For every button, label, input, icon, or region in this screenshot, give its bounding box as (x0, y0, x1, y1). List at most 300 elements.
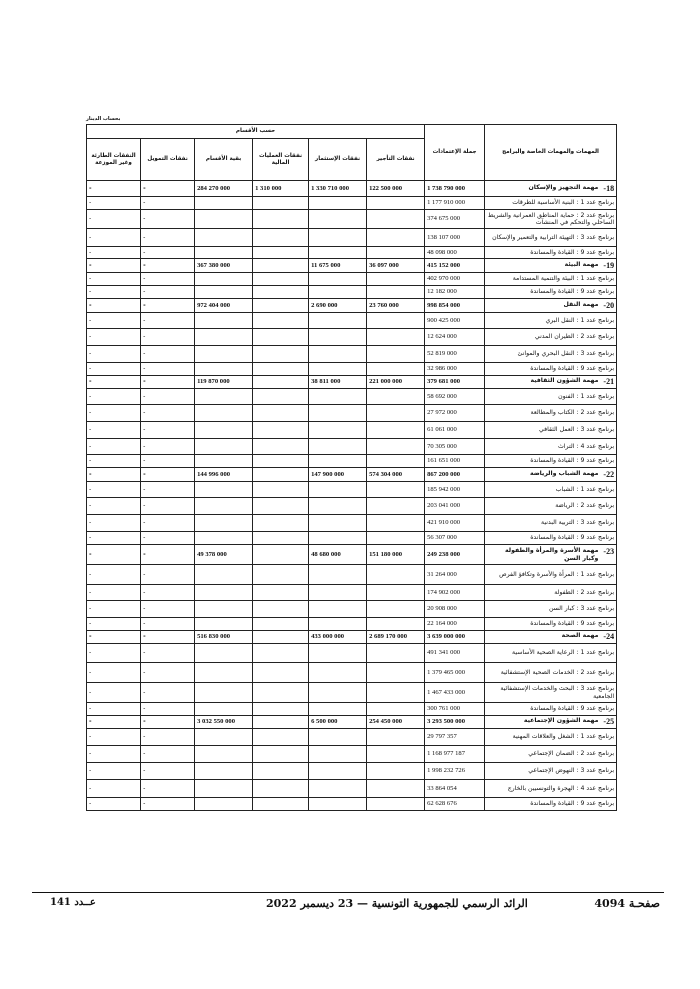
section-cell: 48 680 000 (309, 545, 367, 565)
section-cell (367, 618, 425, 631)
total-cell: 415 152 000 (425, 259, 485, 273)
section-cell: - (87, 363, 141, 376)
section-cell (309, 273, 367, 286)
section-cell: 151 180 000 (367, 545, 425, 565)
section-cell (253, 405, 309, 422)
section-cell (253, 798, 309, 811)
section-cell (195, 210, 253, 229)
program-label (485, 439, 617, 455)
mission-label (485, 181, 617, 197)
section-cell: 3 032 550 000 (195, 716, 253, 729)
program-row (87, 780, 617, 798)
mission-row (87, 631, 617, 644)
row-label-text: مهمة الشباب والرياضة (529, 469, 599, 477)
row-label-text: برنامج عدد 1 : البنية الأساسية للطرقات (512, 199, 615, 207)
row-label-text: برنامج عدد 3 : التربية البدنية (541, 519, 615, 527)
section-cell: - (87, 389, 141, 405)
section-cell (309, 313, 367, 329)
section-cell: - (141, 439, 195, 455)
section-cell (195, 197, 253, 210)
section-cell: 122 500 000 (367, 181, 425, 197)
row-label-text: برنامج عدد 9 : القيادة والمساندة (530, 620, 615, 628)
section-cell (253, 363, 309, 376)
section-cell (253, 618, 309, 631)
section-cell: - (141, 313, 195, 329)
row-label-text: مهمة الشؤون الإجتماعية (523, 717, 599, 725)
total-cell: 1 738 790 000 (425, 181, 485, 197)
row-label-text: برنامج عدد 1 : النقل البري (545, 316, 615, 324)
section-cell: - (141, 455, 195, 468)
section-cell (253, 455, 309, 468)
header-financial-ops: نفقات العمليات المالية (253, 139, 309, 181)
total-cell: 70 305 000 (425, 439, 485, 455)
section-cell: - (87, 498, 141, 515)
row-label-text: برنامج عدد 1 : الشغل والعلاقات المهنية (512, 733, 615, 741)
section-cell (367, 389, 425, 405)
program-label (485, 683, 617, 703)
section-cell: - (141, 286, 195, 299)
section-cell: - (141, 422, 195, 439)
section-cell (253, 313, 309, 329)
total-cell: 1 379 465 000 (425, 663, 485, 683)
section-cell: - (141, 663, 195, 683)
program-row (87, 618, 617, 631)
section-cell: - (141, 683, 195, 703)
program-label (485, 618, 617, 631)
section-cell (253, 498, 309, 515)
section-cell (195, 229, 253, 247)
section-cell (195, 405, 253, 422)
section-cell (367, 422, 425, 439)
section-cell: - (141, 780, 195, 798)
section-cell: - (87, 313, 141, 329)
header-by-section: حسب الأقسام (87, 125, 425, 139)
row-label-text: برنامج عدد 3 : العمل الثقافي (539, 426, 615, 434)
section-cell (195, 746, 253, 763)
section-cell: - (87, 346, 141, 363)
program-label (485, 363, 617, 376)
program-label (485, 663, 617, 683)
section-cell (309, 346, 367, 363)
section-cell (367, 729, 425, 746)
section-cell (309, 746, 367, 763)
row-label-text: برنامج عدد 9 : القيادة والمساندة (530, 457, 615, 465)
program-label (485, 498, 617, 515)
section-cell: 433 000 000 (309, 631, 367, 644)
section-cell (367, 286, 425, 299)
header-operating: نفقات التأجير (367, 139, 425, 181)
section-cell: - (141, 729, 195, 746)
section-cell: - (141, 229, 195, 247)
section-cell: - (87, 746, 141, 763)
section-cell (367, 780, 425, 798)
section-cell: 1 330 710 000 (309, 181, 367, 197)
header-unforeseen: النفقات الطارئة وغير الموزعة (87, 139, 141, 181)
section-cell (309, 585, 367, 601)
mission-number: 19- (603, 260, 615, 270)
section-cell (195, 798, 253, 811)
section-cell (195, 780, 253, 798)
row-label-text: برنامج عدد 3 : التهيئة الترابية والتعمير والإسكان (492, 233, 615, 241)
row-label-text: مهمة التجهيز والإسكان (528, 183, 599, 191)
row-label-text: برنامج عدد 3 : النهوض الإجتماعي (528, 767, 615, 775)
row-label-text: برنامج عدد 2 : الكتاب والمطالعة (530, 409, 615, 417)
section-cell (195, 247, 253, 259)
section-cell: - (141, 746, 195, 763)
program-label (485, 210, 617, 229)
section-cell: - (141, 703, 195, 716)
section-cell: 1 310 000 (253, 181, 309, 197)
section-cell: - (87, 329, 141, 346)
section-cell (195, 729, 253, 746)
budget-table (86, 124, 617, 811)
section-cell: - (141, 363, 195, 376)
program-label (485, 644, 617, 663)
program-row (87, 389, 617, 405)
mission-label (485, 468, 617, 482)
total-cell: 1 177 910 000 (425, 197, 485, 210)
section-cell: - (87, 482, 141, 498)
section-cell (309, 618, 367, 631)
page-footer (36, 897, 660, 917)
section-cell: - (87, 729, 141, 746)
header-programs: المهمات والمهمات الخاصة والبرامج (485, 125, 617, 181)
section-cell (367, 329, 425, 346)
section-cell (253, 565, 309, 585)
row-label-text: برنامج عدد 9 : القيادة والمساندة (530, 288, 615, 296)
section-cell (367, 455, 425, 468)
mission-row (87, 181, 617, 197)
section-cell (195, 422, 253, 439)
total-cell: 33 864 054 (425, 780, 485, 798)
section-cell: - (87, 286, 141, 299)
row-label-text: برنامج عدد 9 : القيادة والمساندة (530, 800, 615, 808)
section-cell (195, 273, 253, 286)
section-cell (253, 703, 309, 716)
total-cell: 249 238 000 (425, 545, 485, 565)
section-cell (195, 601, 253, 618)
section-cell: 221 000 000 (367, 376, 425, 389)
section-cell (367, 273, 425, 286)
row-label-text: مهمة البيئة (564, 260, 599, 268)
program-row (87, 532, 617, 545)
section-cell (309, 498, 367, 515)
section-cell: - (87, 455, 141, 468)
section-cell (253, 683, 309, 703)
total-cell: 20 908 000 (425, 601, 485, 618)
section-cell (309, 247, 367, 259)
section-cell (367, 197, 425, 210)
section-cell (367, 703, 425, 716)
total-cell: 31 264 000 (425, 565, 485, 585)
program-row (87, 498, 617, 515)
section-cell (309, 422, 367, 439)
footer-rule (32, 892, 664, 893)
row-label-text: برنامج عدد 2 : الرياضة (555, 502, 615, 510)
section-cell: 254 450 000 (367, 716, 425, 729)
section-cell (195, 585, 253, 601)
total-cell: 300 761 000 (425, 703, 485, 716)
program-label (485, 729, 617, 746)
section-cell (367, 247, 425, 259)
section-cell (253, 376, 309, 389)
mission-row (87, 716, 617, 729)
mission-row (87, 299, 617, 313)
mission-label (485, 376, 617, 389)
section-cell: 11 675 000 (309, 259, 367, 273)
program-row (87, 746, 617, 763)
section-cell: - (87, 585, 141, 601)
section-cell: 49 378 000 (195, 545, 253, 565)
program-label (485, 763, 617, 780)
section-cell (195, 389, 253, 405)
unit-note: بحساب الدينار (86, 116, 121, 122)
section-cell (309, 763, 367, 780)
program-row (87, 422, 617, 439)
mission-number: 18- (603, 183, 615, 193)
row-label-text: برنامج عدد 9 : القيادة والمساندة (530, 534, 615, 542)
section-cell (195, 329, 253, 346)
row-label-text: مهمة الأسرة والمرأة والطفولة وكبار السن (505, 547, 599, 562)
program-row (87, 585, 617, 601)
section-cell (367, 601, 425, 618)
row-label-text: برنامج عدد 3 : كبار السن (548, 605, 615, 613)
program-label (485, 229, 617, 247)
section-cell: 119 870 000 (195, 376, 253, 389)
section-cell (195, 703, 253, 716)
section-cell: - (87, 703, 141, 716)
mission-number: 21- (603, 377, 615, 387)
row-label-text: برنامج عدد 2 : الطفولة (554, 588, 615, 596)
program-label (485, 329, 617, 346)
mission-number: 20- (603, 300, 615, 310)
program-row (87, 405, 617, 422)
section-cell: 516 830 000 (195, 631, 253, 644)
section-cell: - (87, 601, 141, 618)
total-cell: 12 182 000 (425, 286, 485, 299)
program-label (485, 601, 617, 618)
mission-label (485, 716, 617, 729)
total-cell: 52 819 000 (425, 346, 485, 363)
section-cell (309, 389, 367, 405)
mission-label (485, 545, 617, 565)
total-cell: 421 910 000 (425, 515, 485, 532)
section-cell (367, 798, 425, 811)
section-cell (253, 286, 309, 299)
total-cell: 138 107 000 (425, 229, 485, 247)
section-cell (309, 363, 367, 376)
section-cell (309, 601, 367, 618)
program-row (87, 439, 617, 455)
section-cell (309, 482, 367, 498)
section-cell: - (87, 299, 141, 313)
section-cell: - (141, 798, 195, 811)
section-cell (309, 210, 367, 229)
program-row (87, 482, 617, 498)
section-cell: - (141, 405, 195, 422)
mission-label (485, 631, 617, 644)
header-intervention: نفقات الإستثمار (309, 139, 367, 181)
section-cell: 2 690 000 (309, 299, 367, 313)
program-label (485, 565, 617, 585)
total-cell: 491 341 000 (425, 644, 485, 663)
section-cell (309, 515, 367, 532)
program-row (87, 703, 617, 716)
header-financing: نفقات التمويل (141, 139, 195, 181)
section-cell (195, 515, 253, 532)
section-cell (367, 346, 425, 363)
total-cell: 32 986 000 (425, 363, 485, 376)
program-label (485, 273, 617, 286)
program-label (485, 515, 617, 532)
section-cell: - (87, 405, 141, 422)
section-cell: 284 270 000 (195, 181, 253, 197)
section-cell: - (87, 229, 141, 247)
section-cell (309, 329, 367, 346)
total-cell: 29 797 357 (425, 729, 485, 746)
section-cell: - (141, 763, 195, 780)
total-cell: 12 624 000 (425, 329, 485, 346)
section-cell: - (141, 181, 195, 197)
section-cell (195, 482, 253, 498)
section-cell (195, 346, 253, 363)
section-cell (367, 644, 425, 663)
section-cell: - (141, 210, 195, 229)
row-label-text: برنامج عدد 1 : الرعاية الصحية الأساسية (512, 649, 615, 657)
section-cell: - (141, 376, 195, 389)
program-row (87, 313, 617, 329)
section-cell: - (141, 515, 195, 532)
program-row (87, 515, 617, 532)
total-cell: 998 854 000 (425, 299, 485, 313)
section-cell (367, 313, 425, 329)
section-cell: - (141, 299, 195, 313)
section-cell (367, 515, 425, 532)
program-row (87, 210, 617, 229)
section-cell (195, 663, 253, 683)
program-row (87, 247, 617, 259)
total-cell: 185 942 000 (425, 482, 485, 498)
section-cell (367, 585, 425, 601)
section-cell (309, 565, 367, 585)
total-cell: 56 307 000 (425, 532, 485, 545)
section-cell (195, 313, 253, 329)
section-cell (195, 644, 253, 663)
section-cell: - (87, 439, 141, 455)
section-cell (253, 631, 309, 644)
section-cell (253, 329, 309, 346)
section-cell: 36 097 000 (367, 259, 425, 273)
section-cell (367, 229, 425, 247)
section-cell: - (141, 259, 195, 273)
section-cell: - (87, 247, 141, 259)
mission-number: 24- (603, 632, 615, 642)
section-cell (253, 229, 309, 247)
program-label (485, 455, 617, 468)
section-cell: - (87, 545, 141, 565)
section-cell: 6 500 000 (309, 716, 367, 729)
section-cell (367, 532, 425, 545)
section-cell (367, 363, 425, 376)
section-cell: - (141, 389, 195, 405)
row-label-text: برنامج عدد 9 : القيادة والمساندة (530, 705, 615, 713)
section-cell (253, 210, 309, 229)
section-cell: - (87, 780, 141, 798)
section-cell: - (141, 545, 195, 565)
row-label-text: برنامج عدد 1 : المرأة والأسرة وتكافؤ الفرص (499, 570, 615, 578)
section-cell (253, 644, 309, 663)
program-row (87, 565, 617, 585)
section-cell (367, 210, 425, 229)
program-label (485, 780, 617, 798)
total-cell: 48 098 000 (425, 247, 485, 259)
total-cell: 379 681 000 (425, 376, 485, 389)
section-cell (367, 482, 425, 498)
program-label (485, 197, 617, 210)
row-label-text: برنامج عدد 1 : البيئة والتنمية المستدامة (512, 275, 615, 283)
section-cell (309, 197, 367, 210)
mission-row (87, 468, 617, 482)
section-cell: - (87, 197, 141, 210)
program-label (485, 532, 617, 545)
section-cell (195, 763, 253, 780)
section-cell: 2 689 170 000 (367, 631, 425, 644)
row-label-text: برنامج عدد 1 : الشباب (555, 485, 615, 493)
section-cell (309, 798, 367, 811)
program-row (87, 197, 617, 210)
program-row (87, 229, 617, 247)
journal-title: الرائد الرسمي للجمهورية التونسية — 23 ديسمبر 2022 (266, 897, 528, 910)
program-row (87, 663, 617, 683)
section-cell: - (141, 273, 195, 286)
section-cell (367, 498, 425, 515)
total-cell: 867 200 000 (425, 468, 485, 482)
section-cell (253, 247, 309, 259)
total-cell: 27 972 000 (425, 405, 485, 422)
mission-number: 22- (603, 469, 615, 479)
program-row (87, 729, 617, 746)
section-cell: - (87, 181, 141, 197)
section-cell: - (141, 618, 195, 631)
total-cell: 203 041 000 (425, 498, 485, 515)
section-cell: 972 404 000 (195, 299, 253, 313)
total-cell: 1 467 433 000 (425, 683, 485, 703)
section-cell (195, 565, 253, 585)
program-label (485, 585, 617, 601)
row-label-text: برنامج عدد 2 : الضمان الإجتماعي (528, 750, 615, 758)
section-cell: - (141, 716, 195, 729)
total-cell: 62 628 676 (425, 798, 485, 811)
section-cell (253, 780, 309, 798)
section-cell: - (87, 798, 141, 811)
total-cell: 1 168 977 187 (425, 746, 485, 763)
section-cell (253, 482, 309, 498)
section-cell (253, 468, 309, 482)
section-cell: 147 900 000 (309, 468, 367, 482)
section-cell (195, 618, 253, 631)
total-cell: 402 970 000 (425, 273, 485, 286)
program-label (485, 482, 617, 498)
section-cell: - (87, 683, 141, 703)
section-cell: - (87, 631, 141, 644)
section-cell (253, 439, 309, 455)
section-cell (253, 545, 309, 565)
section-cell (195, 683, 253, 703)
section-cell: 38 811 000 (309, 376, 367, 389)
section-cell: - (141, 197, 195, 210)
section-cell: - (87, 532, 141, 545)
section-cell (309, 439, 367, 455)
